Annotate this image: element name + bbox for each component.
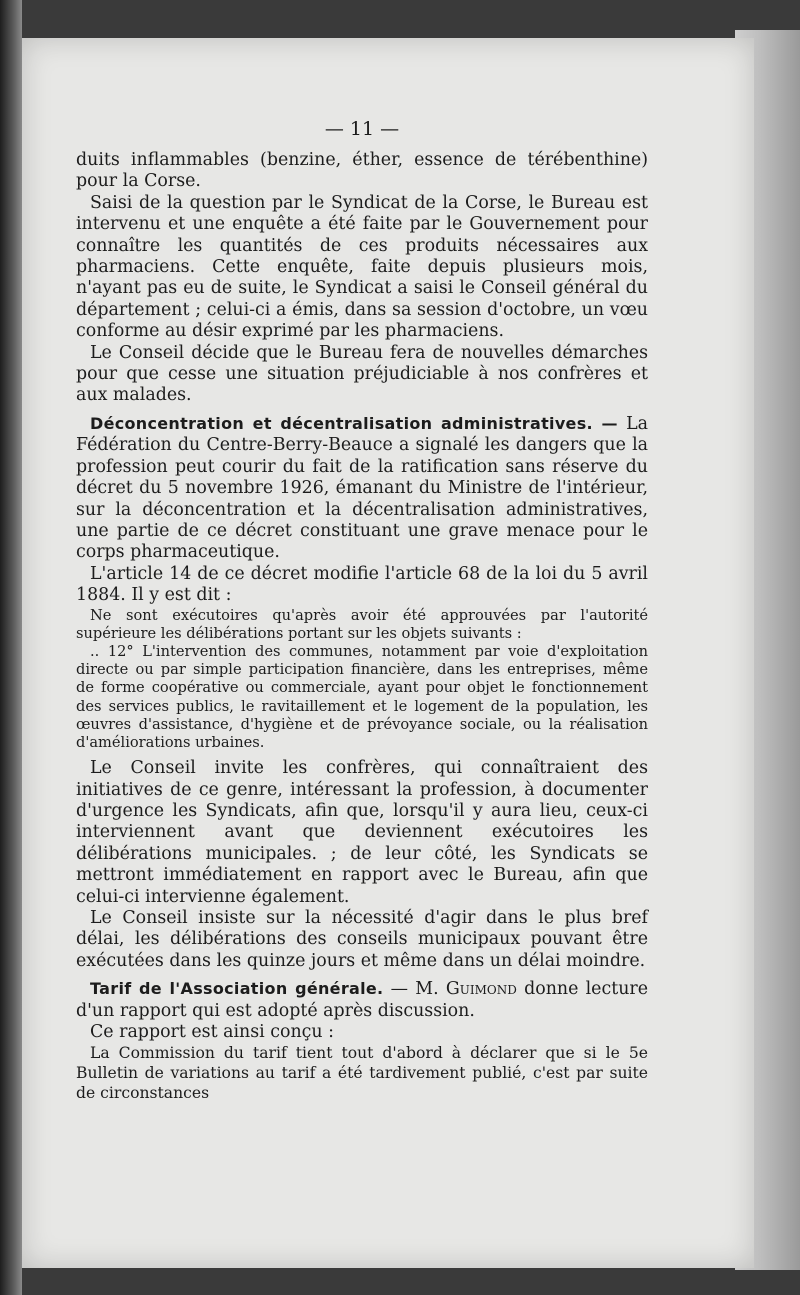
section-paragraph: [76, 413, 648, 564]
document-page: [22, 38, 754, 1268]
paragraph: Le Conseil décide que le Bureau fera de nouvelles démarches pour que cesse une situation préjudiciable à nos confrères et aux malades.: [76, 342, 648, 406]
paragraph: Le Conseil invite les confrères, qui connaîtraient des initiatives de ce genre, intéressant la profession, à documenter d'urgence les Syndicats, afin que, lorsqu'il y aura lieu, ceux-ci interviennent avant que deviennent exécutoires les délibérations municipales. ; de leur côté, les Syndicats se mettront immédiatement en rapport avec le Bureau, afin que celui-ci intervienne également.: [76, 758, 648, 907]
book-spine: [0, 0, 22, 1295]
paragraph: Saisi de la question par le Syndicat de la Corse, le Bureau est intervenu et une enquête a été faite par le Gouvernement pour connaître les quantités de ces produits nécessaires aux pharmaciens. Cette enquête, faite depuis plusieurs mois, n'ayant pas eu de suite, le Syndicat a saisi le Conseil général du département ; celui-ci a émis, dans sa session d'octobre, un vœu conforme au désir exprimé par les pharmaciens.: [76, 192, 648, 342]
page-number: — 11 —: [324, 118, 400, 140]
person-name: Guimond: [445, 979, 517, 1000]
section-paragraph: Tarif de l'Association générale. — M. Guimond donne lecture d'un rapport qui est adopté après discussion.: [76, 979, 648, 1021]
paragraph-text: La Fédération du Centre-Berry-Beauce a signalé les dangers que la profession peut courir du fait de la ratification sans réserve du décret du 5 novembre 1926, émanant du Ministre de l'intérieur, sur la déconcentration et la décentralisation administratives, une partie de ce décret constituant une grave menace pour le corps pharmaceutique.: [76, 413, 648, 563]
paragraph: L'article 14 de ce décret modifie l'article 68 de la loi du 5 avril 1884. Il y est dit :: [76, 563, 648, 606]
quote-paragraph: Ne sont exécutoires qu'après avoir été approuvées par l'autorité supérieure les délibérations portant sur les objets suivants :: [76, 606, 648, 642]
section-heading: Tarif de l'Association générale.: [90, 979, 384, 999]
paragraph: La Commission du tarif tient tout d'abord à déclarer que si le 5e Bulletin de variations au tarif a été tardivement publié, c'est par suite de circonstances: [76, 1044, 648, 1103]
quote-paragraph: .. 12° L'intervention des communes, notamment par voie d'exploitation directe ou par simple participation financière, dans les entreprises, même de forme coopérative ou commerciale, ayant pour objet le fonctionnement des services publics, le ravitaillement et le logement de la population, les œuvres d'assistance, d'hygiène et de prévoyance sociale, ou la réalisation d'améliorations urbaines.: [76, 642, 648, 751]
report-excerpt: [76, 1043, 648, 1103]
paragraph: Le Conseil insiste sur la nécessité d'agir dans le plus bref délai, les délibérations des conseils municipaux pouvant être exécutées dans les quinze jours et même dans un délai moindre.: [76, 908, 648, 971]
quoted-law-text: [76, 607, 648, 753]
section-heading: Déconcentration et décentralisation administratives. —: [90, 413, 618, 433]
paragraph: Ce rapport est ainsi conçu :: [90, 1022, 334, 1043]
paragraph: duits inflammables (benzine, éther, essence de térébenthine) pour la Corse.: [76, 150, 648, 192]
page-content: [76, 118, 648, 1103]
